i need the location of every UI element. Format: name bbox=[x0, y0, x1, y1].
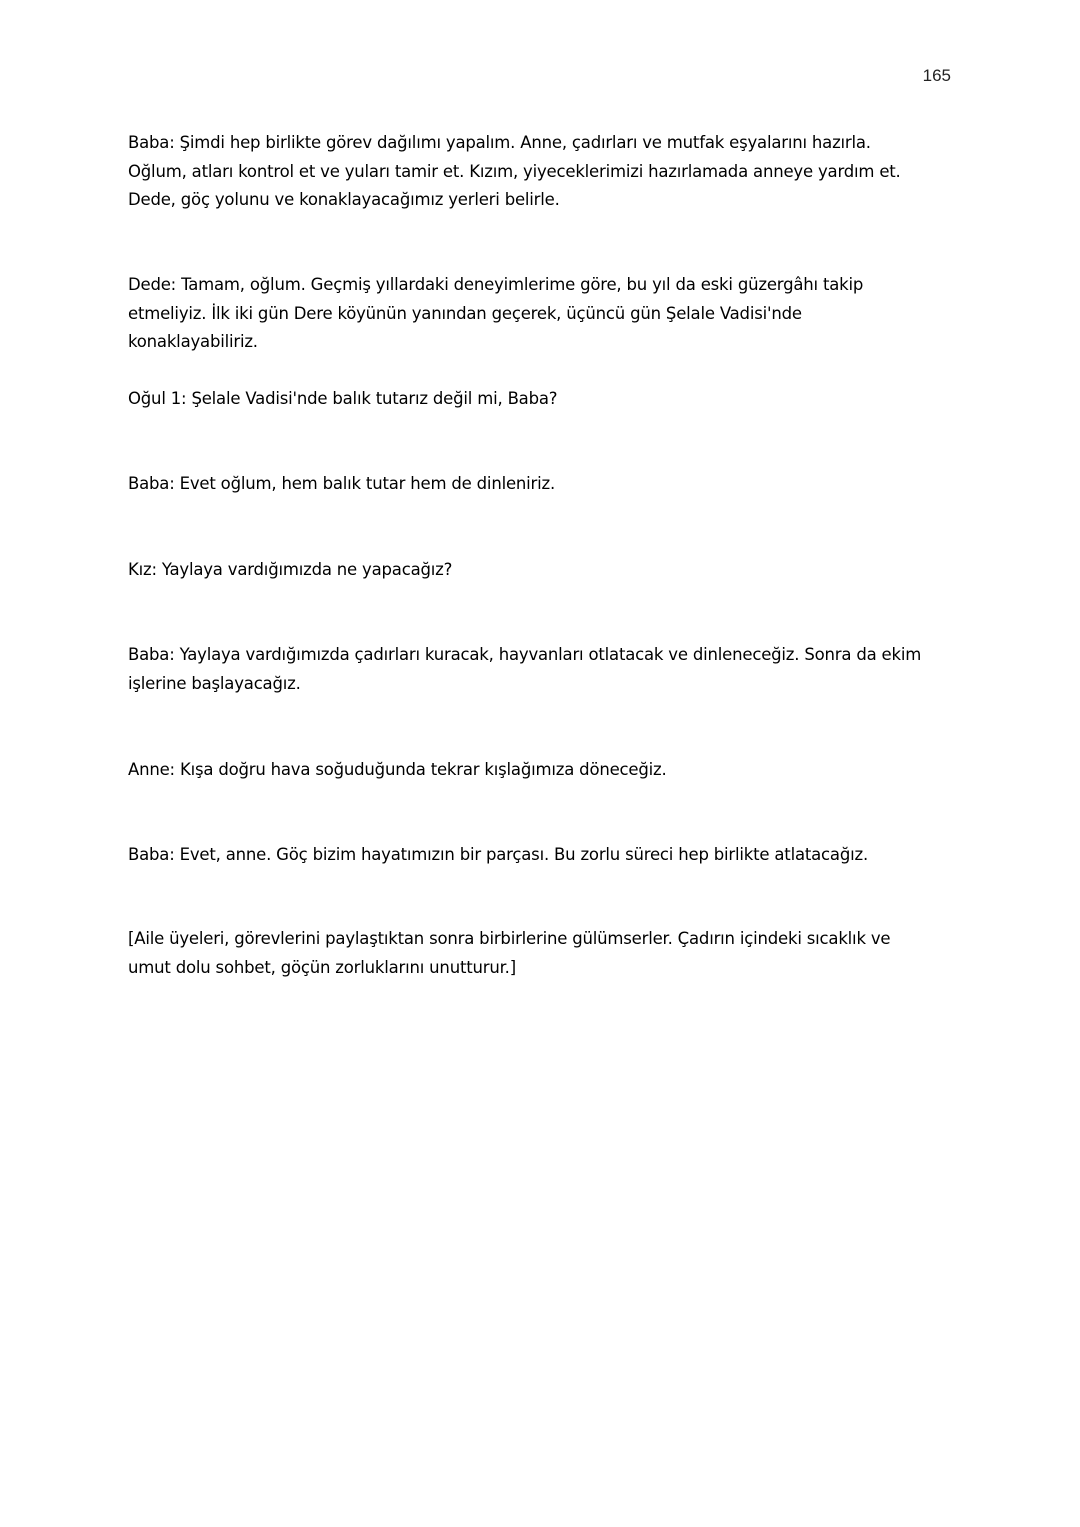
dialogue-line: Baba: Evet, anne. Göç bizim hayatımızın bir parçası. Bu zorlu süreci hep birlikte atlatacağız. bbox=[128, 845, 868, 864]
page-number: 165 bbox=[922, 66, 951, 85]
dialogue-line: Baba: Yaylaya vardığımızda çadırları kuracak, hayvanları otlatacak ve dinleneceğiz. Sonra da ekim işlerine başlayacağız. bbox=[128, 645, 922, 693]
dialogue-line: Anne: Kışa doğru hava soğuduğunda tekrar kışlağımıza döneceğiz. bbox=[128, 760, 667, 779]
dialogue-line: Dede: Tamam, oğlum. Geçmiş yıllardaki deneyimlerime göre, bu yıl da eski güzergâhı takip etmeliyiz. İlk iki gün Dere köyünün yanından geçerek, üçüncü gün Şelale Vadisi'nde konaklayabiliriz. bbox=[128, 275, 864, 351]
dialogue-line: Baba: Şimdi hep birlikte görev dağılımı yapalım. Anne, çadırları ve mutfak eşyalarını hazırla. Oğlum, atları kontrol et ve yuları tamir et. Kızım, yiyeceklerimizi hazırlamada anneye yardım et. Dede, göç yolunu ve konaklayacağımız yerleri belirle. bbox=[128, 133, 901, 209]
dialogue-line: Kız: Yaylaya vardığımızda ne yapacağız? bbox=[128, 560, 453, 579]
dialogue-line: Baba: Evet oğlum, hem balık tutar hem de dinleniriz. bbox=[128, 474, 556, 493]
dialogue-line: Oğul 1: Şelale Vadisi'nde balık tutarız değil mi, Baba? bbox=[128, 389, 558, 408]
stage-direction: [Aile üyeleri, görevlerini paylaştıktan sonra birbirlerine gülümserler. Çadırın içindeki sıcaklık ve umut dolu sohbet, göçün zorluklarını unutturur.] bbox=[128, 929, 891, 977]
